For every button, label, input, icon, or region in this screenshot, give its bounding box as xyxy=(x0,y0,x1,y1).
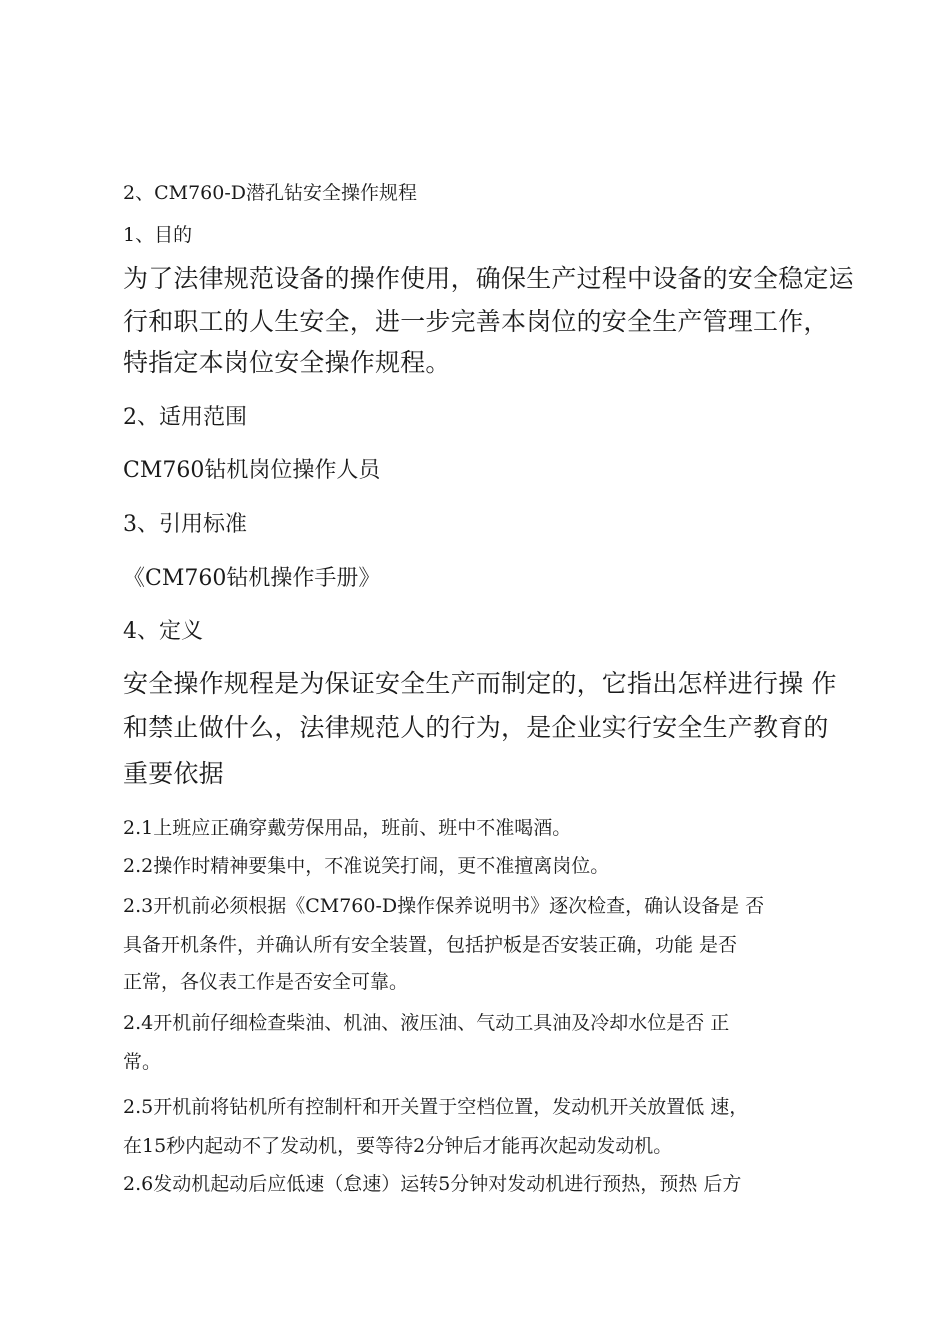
rule-line: 具备开机条件，并确认所有安全装置，包括护板是否安装正确，功能 是否 xyxy=(123,934,738,956)
section-heading-definition: 4、定义 xyxy=(123,619,203,644)
section-heading-scope: 2、适用范围 xyxy=(123,405,247,430)
rule-line: 常。 xyxy=(123,1051,162,1073)
definition-text-line-1: 安全操作规程是为保证安全生产而制定的，它指出怎样进行操 作 xyxy=(123,669,837,698)
rule-line: 2.5开机前将钻机所有控制杆和开关置于空档位置，发动机开关放置低 速， xyxy=(123,1096,749,1118)
document-title: 2、CM760-D潜孔钻安全操作规程 xyxy=(123,182,417,204)
purpose-text-line-2: 行和职工的人生安全，进一步完善本岗位的安全生产管理工作， xyxy=(123,307,829,336)
purpose-text-line-3: 特指定本岗位安全操作规程。 xyxy=(123,348,451,377)
definition-text-line-3: 重要依据 xyxy=(123,759,224,788)
scope-text: CM760钻机岗位操作人员 xyxy=(123,458,381,483)
purpose-text-line-1: 为了法律规范设备的操作使用，确保生产过程中设备的安全稳定运 xyxy=(123,264,854,293)
rule-line: 在15秒内起动不了发动机，要等待2分钟后才能再次起动发动机。 xyxy=(123,1135,673,1157)
definition-text-line-2: 和禁止做什么，法律规范人的行为，是企业实行安全生产教育的 xyxy=(123,713,829,742)
rule-line: 2.3开机前必须根据《CM760-D操作保养说明书》逐次检查，确认设备是 否 xyxy=(123,895,765,917)
rule-line: 正常，各仪表工作是否安全可靠。 xyxy=(123,971,409,993)
rule-line: 2.2操作时精神要集中，不准说笑打闹，更不准擅离岗位。 xyxy=(123,855,610,877)
section-heading-references: 3、引用标准 xyxy=(123,512,247,537)
section-heading-purpose: 1、目的 xyxy=(123,224,193,246)
rule-line: 2.1上班应正确穿戴劳保用品，班前、班中不准喝酒。 xyxy=(123,817,572,839)
rule-line: 2.4开机前仔细检查柴油、机油、液压油、气动工具油及冷却水位是否 正 xyxy=(123,1012,730,1034)
references-text: 《CM760钻机操作手册》 xyxy=(123,566,381,591)
rule-line: 2.6发动机起动后应低速（怠速）运转5分钟对发动机进行预热，预热 后方 xyxy=(123,1173,742,1195)
